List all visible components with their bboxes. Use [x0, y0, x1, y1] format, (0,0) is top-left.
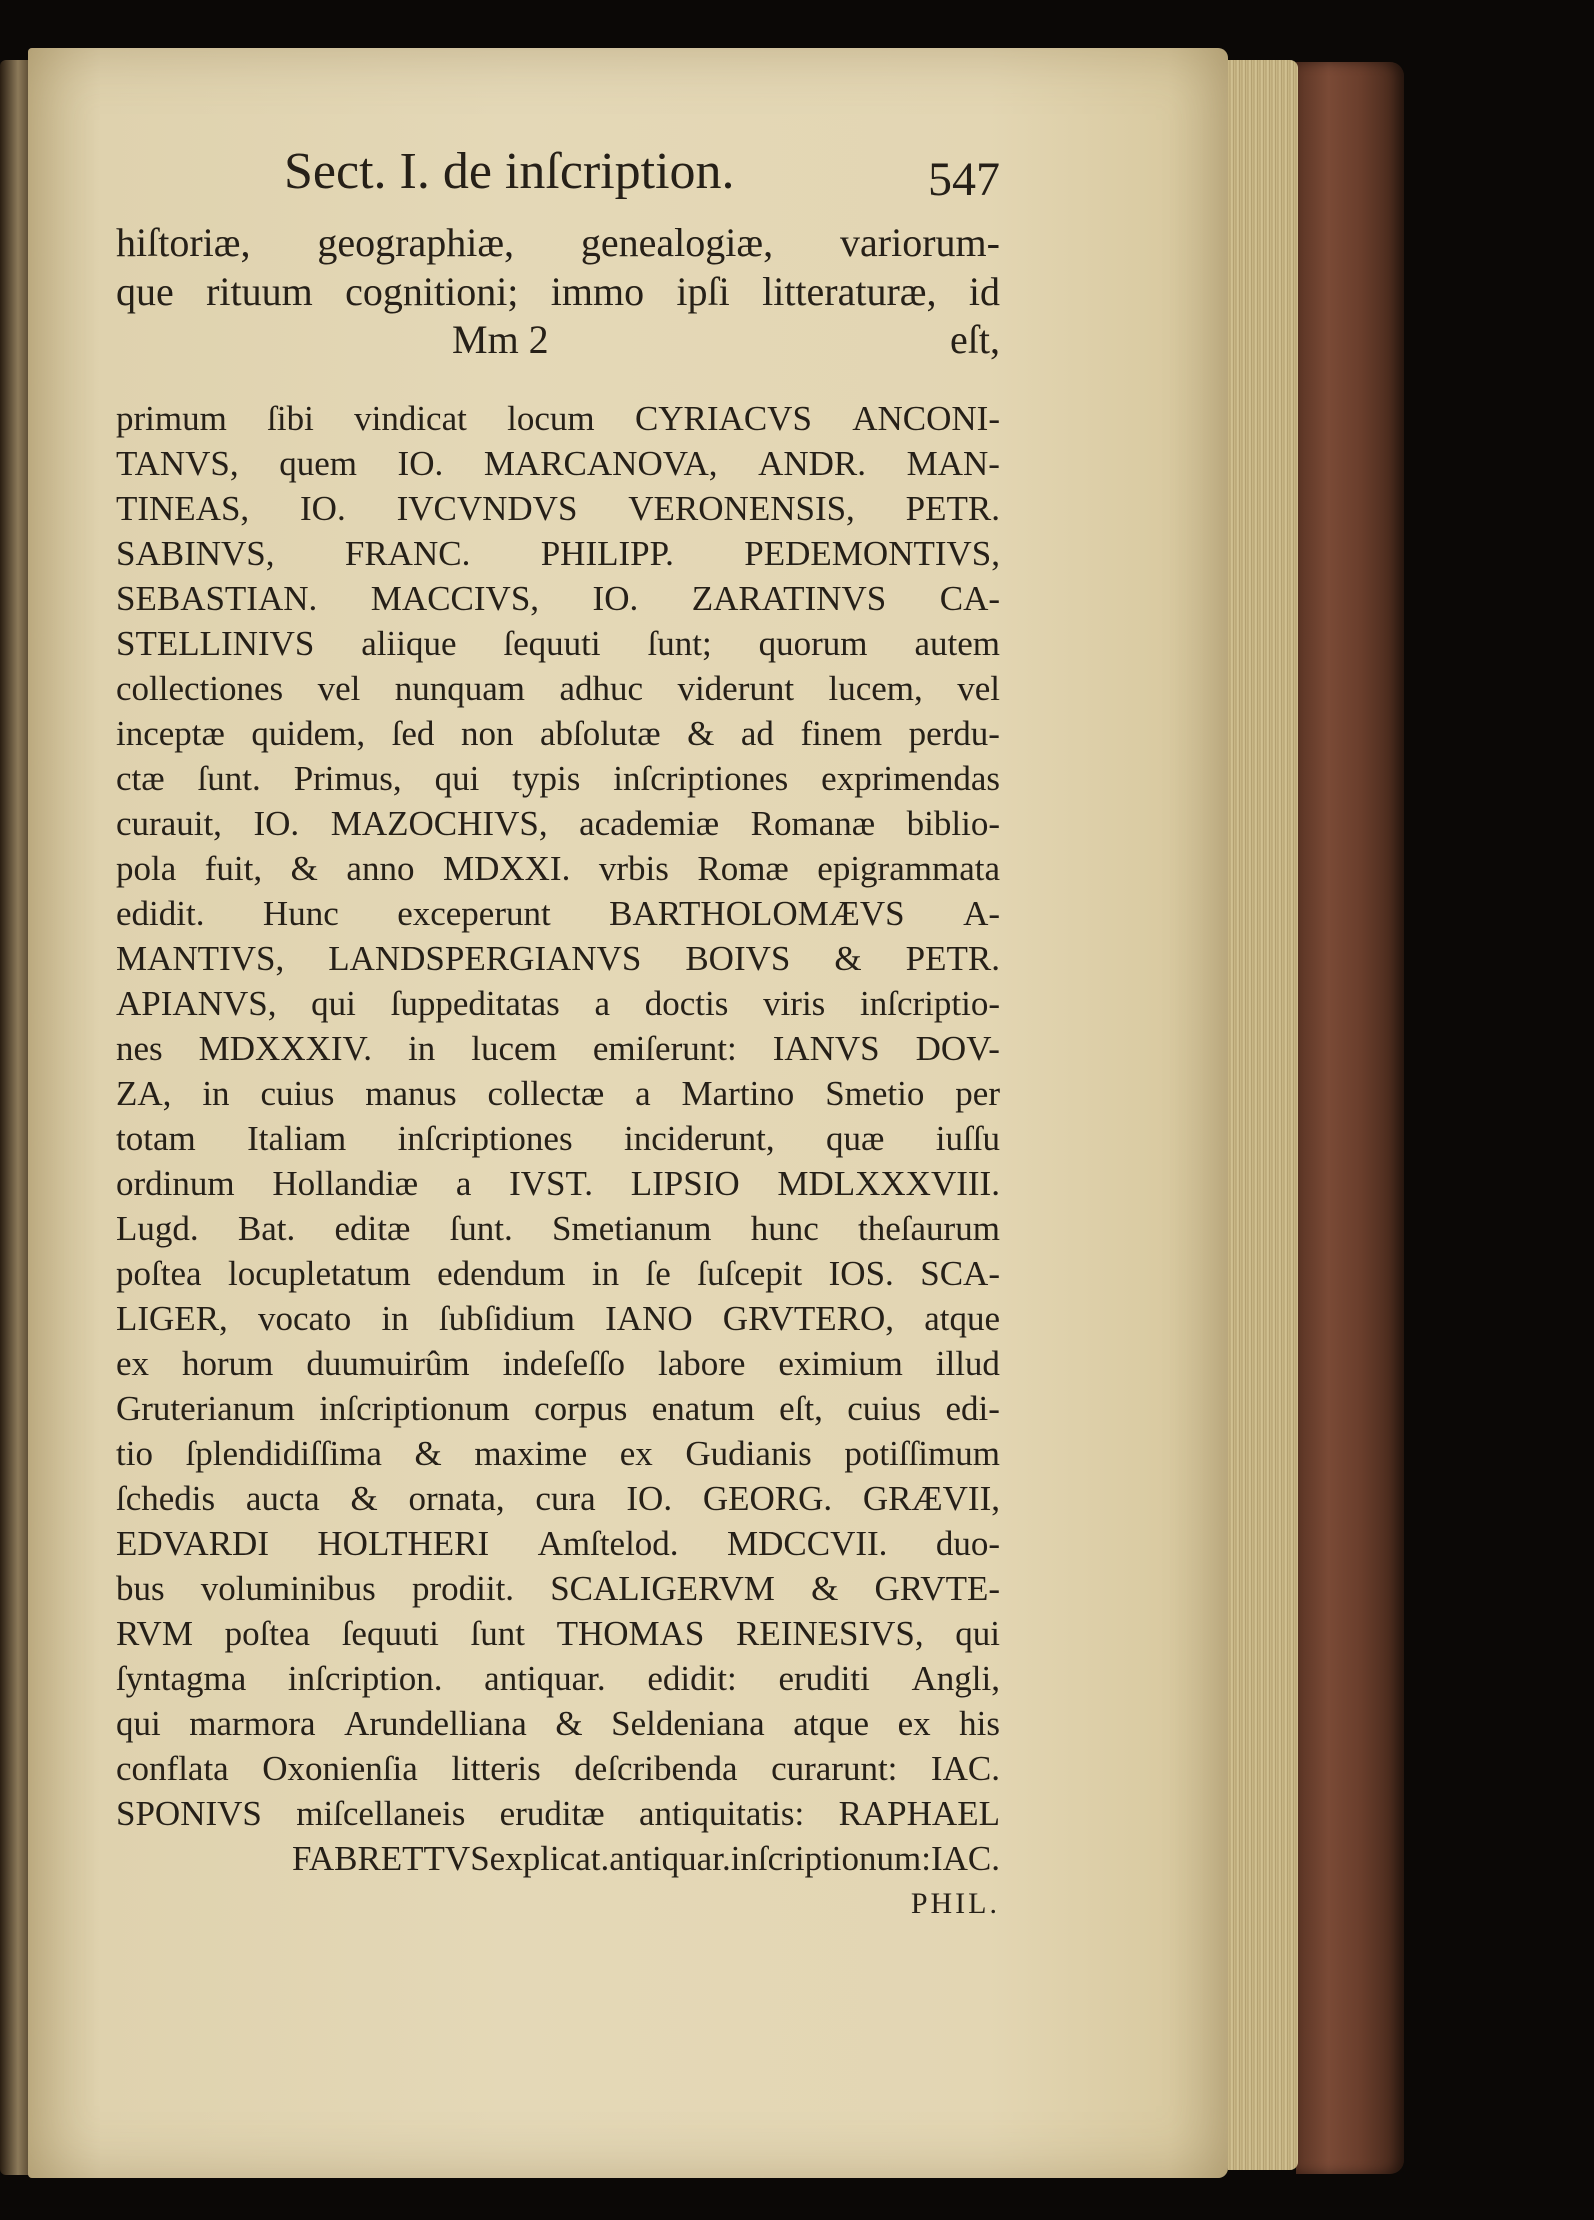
text-line: APIANVS, qui ſuppeditatas a doctis viris inſcriptio-: [116, 984, 1000, 1023]
text-line: pola fuit, & anno MDXXI. vrbis Romæ epigrammata: [116, 849, 1000, 888]
text-line: SPONIVS miſcellaneis eruditæ antiquitatis: RAPHAEL: [116, 1794, 1000, 1833]
text-line: conflata Oxonienſia litteris deſcribenda curarunt: IAC.: [116, 1749, 1000, 1788]
signature-mark: Mm 2: [452, 317, 549, 362]
text-line: totam Italiam inſcriptiones inciderunt, quæ iuſſu: [116, 1119, 1000, 1158]
text-line: ex horum duumuirûm indeſeſſo labore eximium illud: [116, 1344, 1000, 1383]
text-line: curauit, IO. MAZOCHIVS, academiæ Romanæ biblio-: [116, 804, 1000, 843]
text-line: inceptæ quidem, ſed non abſolutæ & ad finem perdu-: [116, 714, 1000, 753]
text-line: collectiones vel nunquam adhuc viderunt lucem, vel: [116, 669, 1000, 708]
facing-page-edge: [0, 60, 30, 2175]
text-line: que rituum cognitioni; immo ipſi litteraturæ, id: [116, 269, 1000, 314]
text-line: SABINVS, FRANC. PHILIPP. PEDEMONTIVS,: [116, 534, 1000, 573]
top-passage: [116, 218, 1000, 316]
text-line: TANVS, quem IO. MARCANOVA, ANDR. MAN-: [116, 444, 1000, 483]
text-line: TINEAS, IO. IVCVNDVS VERONENSIS, PETR.: [116, 489, 1000, 528]
catchword: PHIL.: [910, 1887, 1000, 1920]
main-passage: [116, 396, 1000, 1881]
text-line: Lugd. Bat. editæ ſunt. Smetianum hunc theſaurum: [116, 1209, 1000, 1248]
text-line: qui marmora Arundelliana & Seldeniana atque ex his: [116, 1704, 1000, 1743]
page-text: [116, 142, 1000, 1926]
text-line: RVM poſtea ſequuti ſunt THOMAS REINESIVS, qui: [116, 1614, 1000, 1653]
text-line: ſyntagma inſcription. antiquar. edidit: eruditi Angli,: [116, 1659, 1000, 1698]
text-line: primum ſibi vindicat locum CYRIACVS ANCONI-: [116, 399, 1000, 438]
text-line: tio ſplendidiſſima & maxime ex Gudianis potiſſimum: [116, 1434, 1000, 1473]
text-line: Gruterianum inſcriptionum corpus enatum eſt, cuius edi-: [116, 1389, 1000, 1428]
text-line: ctæ ſunt. Primus, qui typis inſcriptiones exprimendas: [116, 759, 1000, 798]
page-number: 547: [928, 153, 1000, 206]
text-line: ZA, in cuius manus collectæ a Martino Smetio per: [116, 1074, 1000, 1113]
text-line: nes MDXXXIV. in lucem emiſerunt: IANVS DOV-: [116, 1029, 1000, 1068]
signature-line: [116, 316, 1000, 364]
text-line: ordinum Hollandiæ a IVST. LIPSIO MDLXXXVIII.: [116, 1164, 1000, 1203]
text-line: edidit. Hunc exceperunt BARTHOLOMÆVS A-: [116, 894, 1000, 933]
running-header: [116, 142, 1000, 218]
text-line: hiſtoriæ, geographiæ, genealogiæ, variorum-: [116, 220, 1000, 265]
text-line: MANTIVS, LANDSPERGIANVS BOIVS & PETR.: [116, 939, 1000, 978]
page-fore-edge: [1228, 60, 1298, 2170]
signature-catchword: eſt,: [950, 317, 1000, 362]
text-line: LIGER, vocato in ſubſidium IANO GRVTERO, atque: [116, 1299, 1000, 1338]
text-line: FABRETTVS explicat. antiquar. inſcriptionum: IAC.: [291, 1839, 1000, 1878]
running-title: Sect. I. de inſcription.: [284, 143, 735, 200]
text-line: SEBASTIAN. MACCIVS, IO. ZARATINVS CA-: [116, 579, 1000, 618]
text-line: EDVARDI HOLTHERI Amſtelod. MDCCVII. duo-: [116, 1524, 1000, 1563]
text-line: bus voluminibus prodiit. SCALIGERVM & GRVTE-: [116, 1569, 1000, 1608]
insert-gap: [116, 364, 1000, 396]
text-line: ſchedis aucta & ornata, cura IO. GEORG. GRÆVII,: [116, 1479, 1000, 1518]
book-cover-edge: [1296, 62, 1404, 2174]
text-line: STELLINIVS aliique ſequuti ſunt; quorum autem: [116, 624, 1000, 663]
text-line: poſtea locupletatum edendum in ſe ſuſcepit IOS. SCA-: [116, 1254, 1000, 1293]
